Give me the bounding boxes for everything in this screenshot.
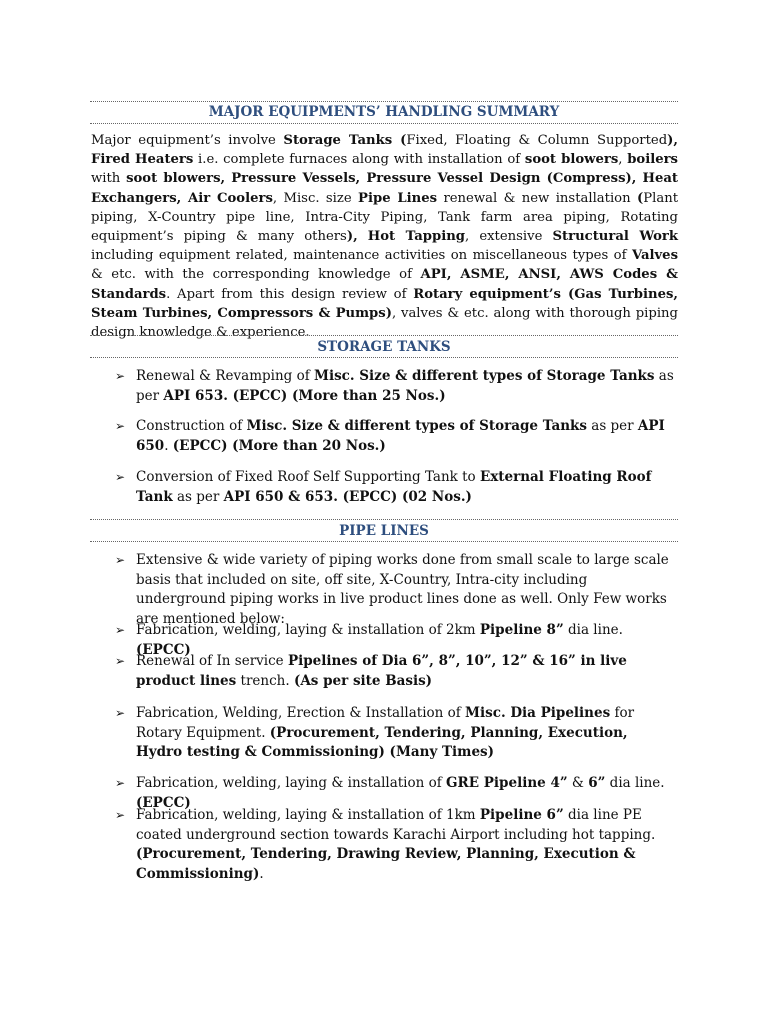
pipeline-item-text — [136, 551, 675, 629]
bold-text-run: API 650 & 653. (EPCC) (02 Nos.) — [223, 488, 472, 505]
text-run: Extensive & wide variety of piping works done from small scale to large scale basis that included on site, off site, X-Country, Intra-city including underground piping works in live product lines done as well. Only Few works are mentioned below: — [136, 552, 669, 627]
storage-item-text — [136, 468, 675, 507]
divider — [90, 123, 678, 124]
bold-text-run: Storage Tanks ( — [283, 133, 407, 148]
bold-text-run: Misc. Size & different types of Storage Tanks — [314, 368, 655, 384]
text-run: as per — [586, 418, 638, 434]
bold-text-run: Misc. Size & different types of Storage Tanks — [246, 418, 587, 434]
bold-text-run: Misc. Dia Pipelines — [465, 705, 611, 721]
text-run: & — [567, 775, 589, 791]
bullet-arrow-icon: ➢ — [115, 470, 126, 484]
text-run: Fabrication, welding, laying & installation of 2km — [136, 622, 480, 638]
bold-text-run: soot blowers — [524, 152, 619, 168]
text-run: Fixed, Floating & Column Supported — [406, 133, 668, 148]
bold-text-run: boilers — [627, 152, 678, 168]
bold-text-run: Hot Tapping — [367, 229, 466, 245]
pipeline-item — [115, 551, 675, 629]
pipeline-item — [115, 652, 675, 691]
intro-paragraph — [91, 131, 678, 342]
pipeline-item-text — [136, 652, 675, 691]
text-run: Plant piping, X-Country pipe line, Intra-City Piping, Tank farm area piping, Rotating equipment’s piping & many others — [91, 190, 678, 245]
text-run: Renewal & Revamping of — [136, 368, 314, 384]
text-run: , extensive — [465, 229, 553, 245]
bold-text-run: Pipeline 6” — [479, 807, 564, 823]
bold-text-run: (EPCC) — [136, 641, 191, 658]
section-title-storage: STORAGE TANKS — [317, 339, 451, 355]
divider — [90, 541, 678, 542]
bold-text-run: (As per site Basis) — [293, 672, 433, 689]
text-run: with — [91, 171, 127, 187]
text-run: dia line PE coated underground section towards Karachi Airport including hot tapping. — [136, 807, 656, 843]
divider — [90, 357, 678, 358]
text-run: renewal & new installation — [437, 190, 637, 206]
text-run: Construction of — [136, 418, 247, 434]
storage-item-text — [136, 367, 675, 406]
text-run: Major equipment’s involve — [91, 133, 284, 148]
text-run: Conversion of Fixed Roof Self Supporting Tank to — [136, 469, 480, 485]
divider — [90, 101, 678, 102]
text-run: Fabrication, welding, laying & installation of — [136, 775, 447, 791]
text-run — [358, 229, 368, 244]
storage-item-text — [136, 417, 675, 456]
text-run: Renewal of In service — [136, 653, 288, 669]
divider — [90, 335, 678, 336]
pipeline-item-text — [136, 704, 675, 763]
storage-item — [115, 468, 675, 507]
section-title-major: MAJOR EQUIPMENTS’ HANDLING SUMMARY — [208, 104, 560, 120]
bold-text-run: Pipeline 8” — [479, 622, 564, 638]
bold-text-run: API 653. (EPCC) (More than 25 Nos.) — [163, 387, 446, 404]
text-run: i.e. complete furnaces along with installation of — [193, 152, 525, 168]
bold-text-run: Pipe Lines — [358, 190, 438, 206]
bold-text-run: ), Fired Heaters — [91, 133, 678, 168]
storage-item — [115, 367, 675, 406]
bullet-arrow-icon: ➢ — [115, 808, 126, 822]
bold-text-run: Valves — [631, 248, 678, 264]
bold-text-run: GRE Pipeline 4” — [446, 775, 568, 791]
divider — [90, 519, 678, 520]
pipeline-item-text — [136, 806, 675, 884]
text-run: dia line. — [563, 622, 623, 638]
text-run: Fabrication, welding, laying & installation of 1km — [136, 807, 480, 823]
bullet-arrow-icon: ➢ — [115, 654, 126, 668]
storage-item — [115, 417, 675, 456]
text-run: including equipment related, maintenance activities on miscellaneous types of — [91, 248, 632, 264]
pipeline-item — [115, 806, 675, 884]
text-run: . Apart from this design review of — [166, 286, 414, 302]
text-run: as per — [172, 488, 224, 505]
text-run: , — [618, 152, 628, 168]
bullet-arrow-icon: ➢ — [115, 369, 126, 383]
text-run: . — [164, 437, 173, 454]
bullet-arrow-icon: ➢ — [115, 553, 126, 567]
bold-text-run: (EPCC) — [136, 794, 191, 811]
bold-text-run: (Procurement, Tendering, Drawing Review, Planning, Execution & Commissioning) — [136, 846, 636, 882]
pipeline-item — [115, 704, 675, 763]
bold-text-run: API 650 — [136, 418, 665, 454]
bold-text-run: 6” — [588, 775, 606, 791]
text-run: trench. — [236, 672, 294, 689]
bold-text-run: Rotary equipment’s (Gas Turbines, Steam Turbines, Compressors & Pumps) — [91, 286, 679, 321]
bullet-arrow-icon: ➢ — [115, 706, 126, 720]
section-title-pipelines: PIPE LINES — [339, 523, 429, 539]
bold-text-run: soot blowers, Pressure Vessels, Pressure Vessel Design (Compress), Heat Exchangers, Air Coolers — [91, 171, 678, 206]
text-run: Fabrication, Welding, Erection & Installation of — [136, 705, 466, 721]
bullet-arrow-icon: ➢ — [115, 776, 126, 790]
bold-text-run: ( — [637, 190, 644, 206]
bold-text-run: API, ASME, ANSI, AWS Codes & Standards — [91, 267, 678, 302]
bold-text-run: (EPCC) (More than 20 Nos.) — [172, 437, 386, 454]
bullet-arrow-icon: ➢ — [115, 419, 126, 433]
text-run: . — [259, 865, 264, 882]
bold-text-run: External Floating Roof Tank — [136, 469, 652, 505]
text-run: , valves & etc. along with thorough piping design knowledge & experience. — [91, 305, 678, 341]
bold-text-run: ), — [346, 229, 358, 245]
text-run: & etc. with the corresponding knowledge of — [91, 267, 421, 283]
text-run: , Misc. size — [272, 190, 359, 206]
bullet-arrow-icon: ➢ — [115, 623, 126, 637]
bold-text-run: Pipelines of Dia 6”, 8”, 10”, 12” & 16” in live product lines — [136, 653, 627, 689]
bold-text-run: (Procurement, Tendering, Planning, Execution, Hydro testing & Commissioning) (Many Times) — [136, 724, 628, 760]
text-run: as per — [136, 368, 674, 404]
text-run: dia line. — [605, 775, 665, 791]
text-run: for Rotary Equipment. — [136, 705, 635, 741]
bold-text-run: Structural Work — [552, 229, 679, 245]
intro-text — [91, 131, 678, 342]
